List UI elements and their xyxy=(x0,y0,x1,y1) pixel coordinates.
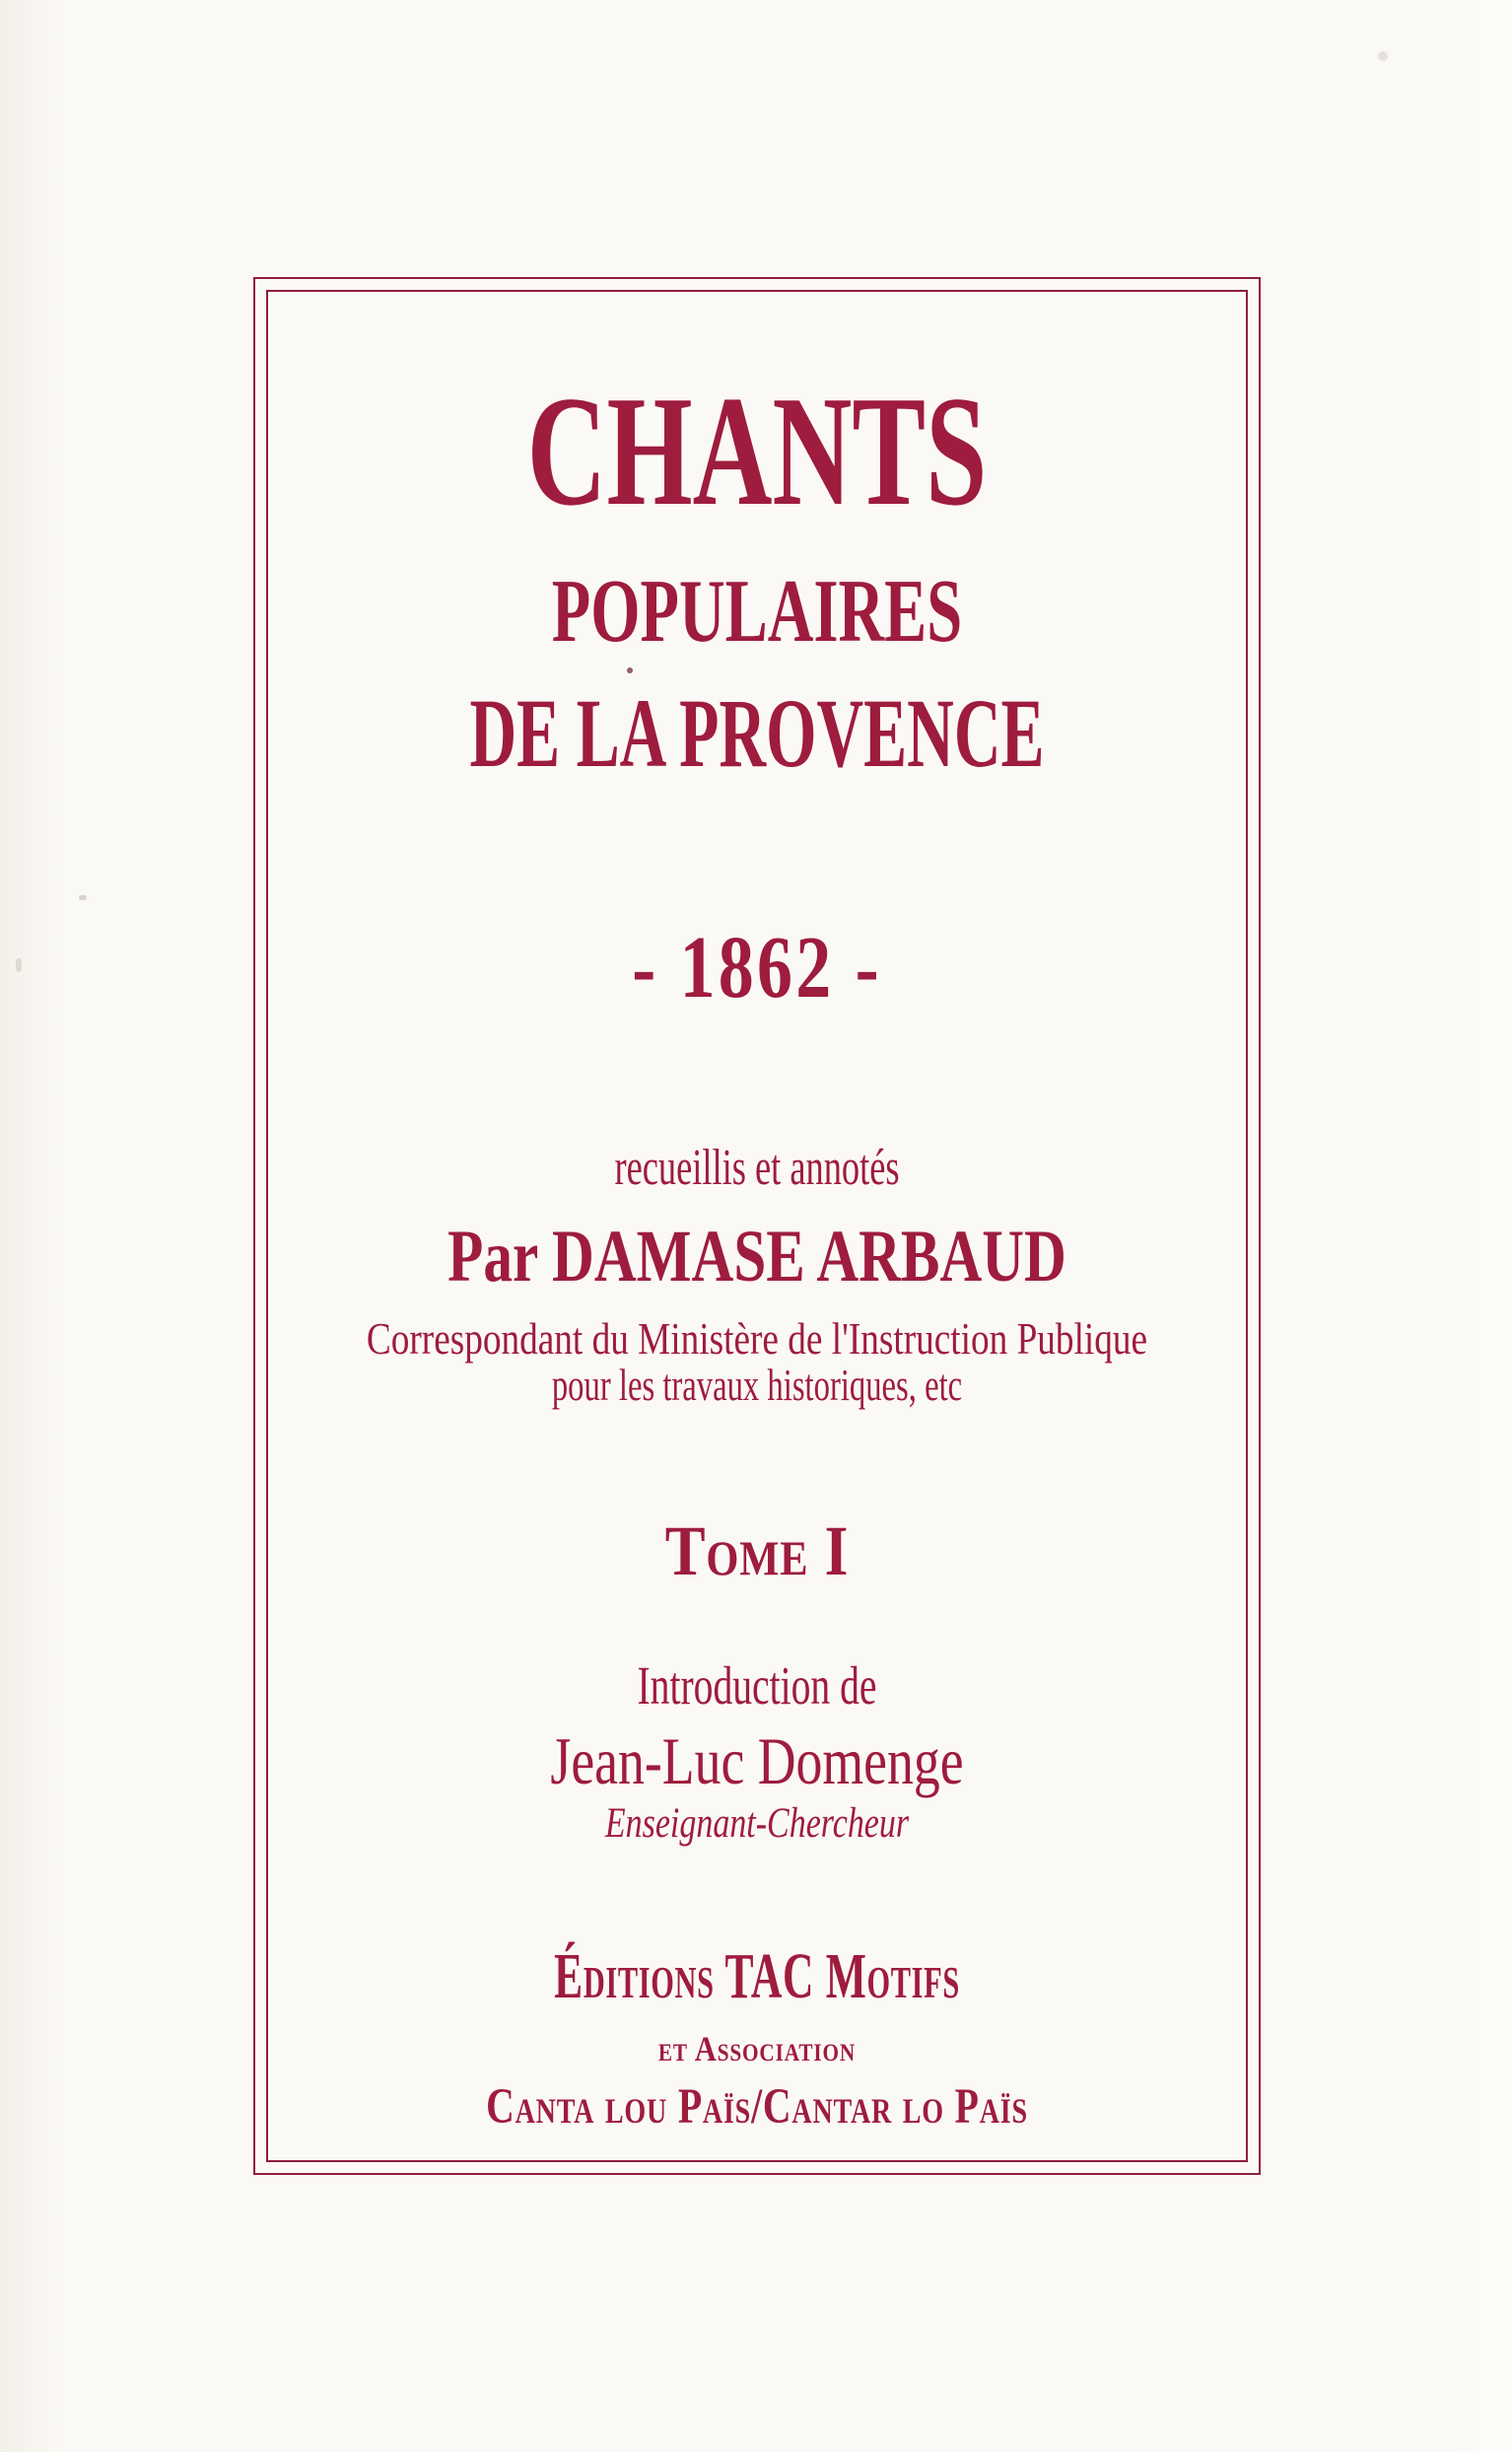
scan-mark-left-edge xyxy=(16,958,22,972)
introduction-author: Jean-Luc Domenge xyxy=(550,1723,964,1798)
author-name: Par DAMASE ARBAUD xyxy=(447,1216,1066,1297)
publisher-association-label: et Association xyxy=(657,2029,857,2068)
book-title-chants: CHANTS xyxy=(526,363,988,538)
scan-mark-left-margin xyxy=(79,895,87,900)
publisher-name: Éditions TAC Motifs xyxy=(554,1940,960,2012)
scan-speck-dot xyxy=(627,667,633,673)
author-title-line2: pour les travaux historiques, etc xyxy=(551,1360,963,1410)
book-title-de-la-provence: DE LA PROVENCE xyxy=(469,678,1045,788)
scan-mark-top-right xyxy=(1378,51,1388,61)
tome-number: Tome I xyxy=(664,1511,850,1590)
publisher-association-name: Canta lou Païs/Cantar lo Païs xyxy=(486,2079,1028,2135)
introduction-author-title: Enseignant-Chercheur xyxy=(604,1800,910,1847)
collection-credit: recueillis et annotés xyxy=(614,1140,900,1196)
publication-year: - 1862 - xyxy=(632,919,882,1016)
introduction-label: Introduction de xyxy=(637,1655,877,1716)
book-title-populaires: POPULAIRES xyxy=(551,561,963,661)
author-title-line1: Correspondant du Ministère de l'Instruction Publique xyxy=(366,1313,1148,1364)
